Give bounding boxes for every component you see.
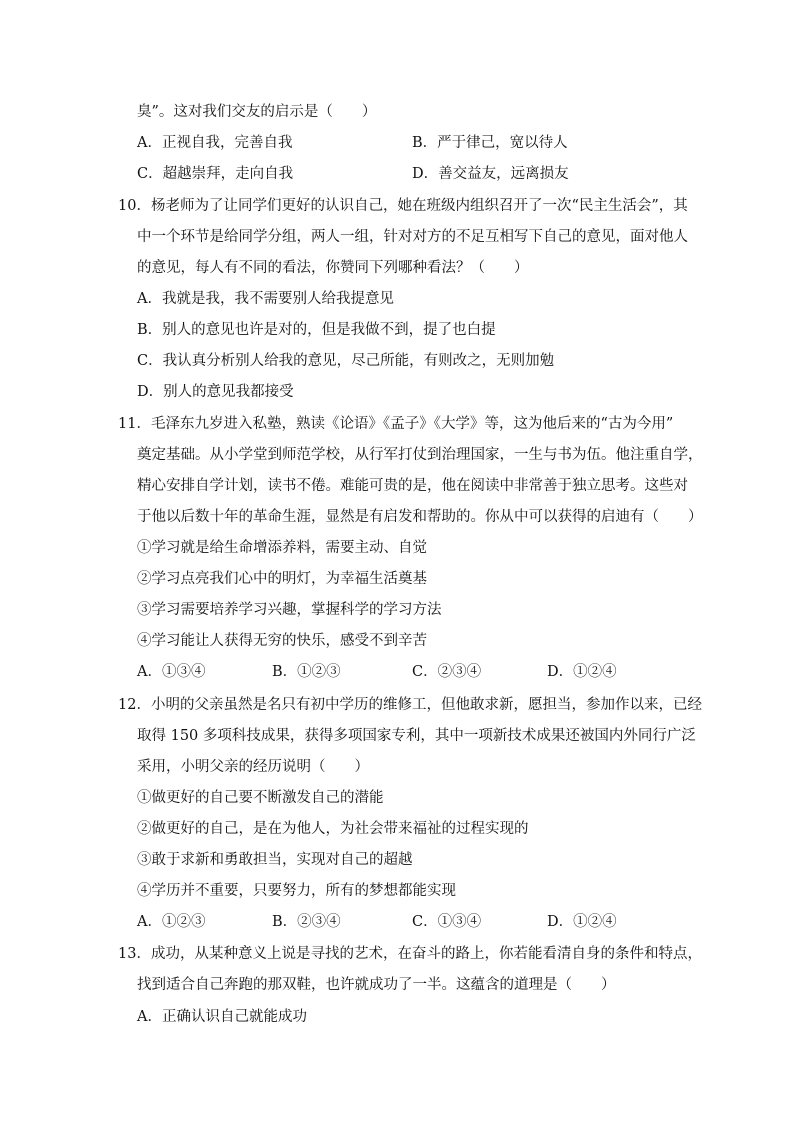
- q11-stem-line: 于他以后数十年的革命生涯，显然是有启发和帮助的。你从中可以获得的启迪有（ ）: [137, 509, 703, 525]
- q11-option-b: B．①②③: [272, 664, 341, 680]
- q12-stem-line: 12．小明的父亲虽然是名只有初中学历的维修工，但他敢求新，愿担当，参加作以来，已经: [118, 697, 702, 713]
- q9-stem-tail: 臭”。这对我们交友的启示是（ ）: [137, 104, 377, 120]
- q12-stem-line: 取得 150 多项科技成果，获得多项国家专利，其中一项新技术成果还被国内外同行广泛: [137, 728, 696, 744]
- q11-statement: ①学习就是给生命增添养料，需要主动、自觉: [137, 540, 427, 556]
- q12-option-c: C．①③④: [412, 914, 482, 930]
- q12-option-d: D．①②④: [547, 914, 617, 930]
- q13-option-a: A．正确认识自己就能成功: [137, 1009, 307, 1025]
- q10-option-c: C．我认真分析别人给我的意见，尽己所能，有则改之，无则加勉: [137, 353, 555, 369]
- q12-option-a: A．①②③: [137, 914, 206, 930]
- q11-stem-line: 精心安排自学计划，读书不倦。难能可贵的是，他在阅读中非常善于独立思考。这些对: [137, 478, 688, 494]
- q12-statement: ④学历并不重要，只要努力，所有的梦想都能实现: [137, 883, 456, 899]
- q9-option-d: D．善交益友，远离损友: [412, 166, 569, 182]
- q11-option-a: A．①③④: [137, 664, 206, 680]
- q11-statement: ②学习点亮我们心中的明灯，为幸福生活奠基: [137, 571, 427, 587]
- q10-option-b: B．别人的意见也许是对的，但是我做不到，提了也白提: [137, 322, 496, 338]
- q12-stem-line: 采用，小明父亲的经历说明（ ）: [137, 759, 369, 775]
- q10-option-a: A．我就是我，我不需要别人给我提意见: [137, 291, 394, 307]
- q11-option-c: C．②③④: [412, 664, 482, 680]
- q9-option-c: C．超越崇拜，走向自我: [137, 166, 294, 182]
- q12-statement: ①做更好的自己要不断激发自己的潜能: [137, 790, 384, 806]
- q11-statement: ④学习能让人获得无穷的快乐，感受不到辛苦: [137, 633, 427, 649]
- q10-option-d: D．别人的意见我都接受: [137, 384, 294, 400]
- q10-stem-line: 的意见，每人有不同的看法，你赞同下列哪种看法？（ ）: [137, 260, 529, 276]
- q11-stem-line: 奠定基础。从小学堂到师范学校，从行军打仗到治理国家，一生与书为伍。他注重自学，: [137, 447, 703, 463]
- q12-option-b: B．②③④: [272, 914, 341, 930]
- q9-option-b: B．严于律己，宽以待人: [412, 135, 568, 151]
- q9-option-a: A．正视自我，完善自我: [137, 135, 293, 151]
- q13-stem-line: 13．成功，从某种意义上说是寻找的艺术，在奋斗的路上，你若能看清自身的条件和特点，: [118, 946, 702, 962]
- q11-option-d: D．①②④: [547, 664, 617, 680]
- q11-stem-line: 11．毛泽东九岁进入私塾，熟读《论语》《孟子》《大学》等，这为他后来的“古为今用”: [118, 416, 674, 432]
- q11-statement: ③学习需要培养学习兴趣，掌握科学的学习方法: [137, 602, 442, 618]
- q10-stem-line: 中一个环节是给同学分组，两人一组，针对对方的不足互相写下自己的意见，面对他人: [137, 229, 688, 245]
- q12-statement: ②做更好的自己，是在为他人，为社会带来福祉的过程实现的: [137, 821, 529, 837]
- q10-stem-line: 10．杨老师为了让同学们更好的认识自己，她在班级内组织召开了一次“民主生活会”，其: [118, 198, 688, 214]
- q12-statement: ③敢于求新和勇敢担当，实现对自己的超越: [137, 852, 413, 868]
- q13-stem-line: 找到适合自己奔跑的那双鞋，也许就成功了一半。这蕴含的道理是（ ）: [137, 977, 616, 993]
